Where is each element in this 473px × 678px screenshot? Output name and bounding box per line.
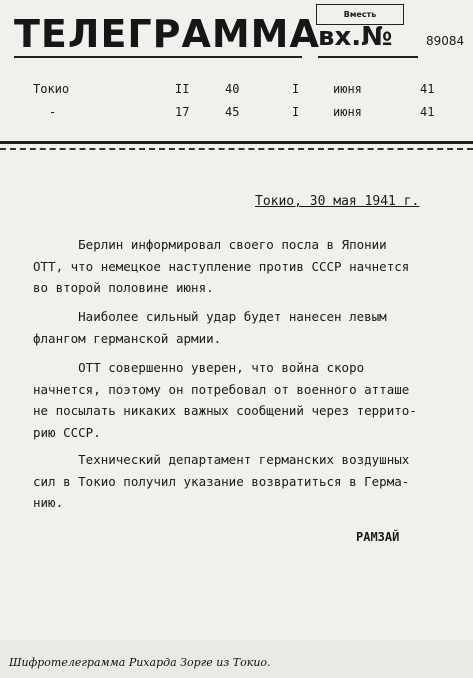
routing-hour: II	[175, 82, 190, 96]
routing-row	[0, 82, 473, 100]
routing-hour: 17	[175, 105, 190, 119]
routing-year: 41	[420, 105, 435, 119]
routing-month: июня	[333, 82, 362, 96]
header-rule	[0, 141, 473, 144]
routing-minute: 45	[225, 105, 240, 119]
routing-month: июня	[333, 105, 362, 119]
incoming-label: вх.№	[318, 22, 393, 52]
body-paragraph: Берлин информировал своего посла в Японии ОТТ, что немецкое наступление против СССР начнется во второй половине июня.	[33, 237, 410, 295]
body-paragraph: Технический департамент германских воздушных сил в Токио получил указание возвратиться в Герма- нию.	[33, 452, 410, 510]
body-paragraph: Наиболее сильный удар будет нанесен левым флангом германской армии.	[33, 309, 387, 346]
telegram-title: ТЕЛЕГРАММА	[14, 12, 320, 56]
title-underline	[14, 56, 302, 58]
signature: РАМЗАЙ	[356, 530, 400, 544]
routing-row	[0, 105, 473, 123]
stamp-box: Вместь	[316, 4, 404, 25]
routing-minute: 40	[225, 82, 240, 96]
header-dashed-rule	[0, 148, 473, 150]
routing-day: I	[292, 105, 300, 119]
number-underline	[318, 56, 418, 58]
photo-caption: Шифротелеграмма Рихарда Зорге из Токио.	[9, 656, 271, 669]
routing-year: 41	[420, 82, 435, 96]
body-paragraph: ОТТ совершенно уверен, что война скоро начнется, поэтому он потребовал от военного атташе не посылать никаких важных сообщений через террито- рию СССР.	[33, 360, 417, 440]
routing-place: Токио	[33, 82, 70, 96]
telegram-date: Токио, 30 мая 1941 г.	[255, 194, 420, 209]
incoming-number: 89084	[426, 34, 465, 48]
routing-day: I	[292, 82, 300, 96]
routing-place: -	[49, 105, 57, 119]
